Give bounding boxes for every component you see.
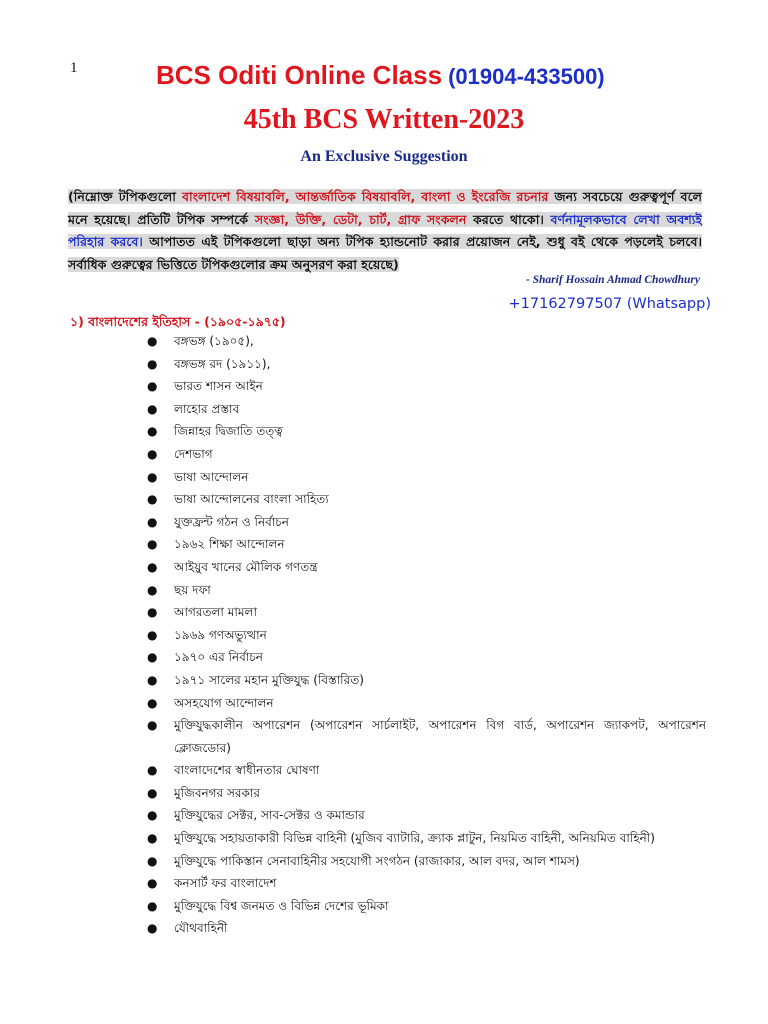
bullet-icon: ● bbox=[147, 785, 158, 800]
list-item bbox=[147, 556, 706, 579]
intro-text-4: আপাতত এই টপিকগুলো ছাড়া অন্য টপিক হ্যান্ডনোট করার প্রয়োজন নেই, শুধু বই থেকে পড়লেই চলবে। সর্বাধিক গুরুত্বের ভিত্তিতে টপিকগুলোর ক্রম অনুসরণ করা হয়েছে) bbox=[68, 234, 702, 272]
bullet-icon: ● bbox=[147, 921, 158, 936]
bullet-icon: ● bbox=[147, 831, 158, 846]
list-item-text: ১৯৭০ এর নির্বাচন bbox=[174, 650, 263, 665]
list-item bbox=[147, 601, 706, 624]
list-item bbox=[147, 759, 706, 782]
list-item-text: ছয় দফা bbox=[174, 582, 211, 597]
bullet-icon: ● bbox=[147, 582, 158, 597]
header-title-line bbox=[80, 60, 768, 91]
page-number: 1 bbox=[70, 60, 78, 76]
list-item bbox=[147, 511, 706, 534]
intro-red-methods: সংজ্ঞা, উক্তি, ডেটা, চার্ট, গ্রাফ সংকলন bbox=[254, 211, 467, 227]
intro-highlight bbox=[68, 189, 702, 272]
list-item bbox=[147, 330, 706, 353]
intro-blue-warning: বর্ণনামূলকভাবে লেখা অবশ্যই পরিহার করবে। bbox=[68, 211, 702, 249]
bullet-icon: ● bbox=[147, 808, 158, 823]
bullet-icon: ● bbox=[147, 876, 158, 891]
bullet-icon: ● bbox=[147, 695, 158, 710]
list-item bbox=[147, 420, 706, 443]
list-item bbox=[147, 579, 706, 602]
list-item bbox=[147, 353, 706, 376]
list-item-text: লাহোর প্রস্তাব bbox=[174, 401, 240, 416]
bullet-icon: ● bbox=[147, 379, 158, 394]
topic-list bbox=[147, 330, 706, 940]
list-item bbox=[147, 850, 706, 873]
bullet-icon: ● bbox=[147, 446, 158, 461]
list-item bbox=[147, 375, 706, 398]
list-item-text: মুক্তিযুদ্ধে সহায়তাকারী বিভিন্ন বাহিনী (মুজিব ব্যাটারি, ক্র্যাক প্লাটুন, নিয়মিত বাহিনী, অনিয়মিত বাহিনী) bbox=[174, 831, 655, 846]
bullet-icon: ● bbox=[147, 356, 158, 371]
bullet-icon: ● bbox=[147, 514, 158, 529]
list-item-text: আইয়ুব খানের মৌলিক গণতন্ত্র bbox=[174, 559, 318, 574]
list-item-text: বঙ্গভঙ্গ (১৯০৫), bbox=[174, 334, 254, 348]
list-item bbox=[147, 466, 706, 489]
bullet-icon: ● bbox=[147, 627, 158, 642]
list-item-text: ভাষা আন্দোলনের বাংলা সাহিত্য bbox=[174, 492, 329, 507]
list-item-text: যৌথবাহিনী bbox=[174, 921, 228, 936]
intro-text-2: জন্য সবচেয়ে গুরুত্বপূর্ণ বলে মনে হয়েছে। প্রতিটি টপিক সম্পর্কে bbox=[68, 189, 703, 227]
list-item-text: ১৯৬৯ গণঅভ্যুত্থান bbox=[174, 627, 267, 642]
list-item bbox=[147, 692, 706, 715]
list-item bbox=[147, 533, 706, 556]
list-item-text: জিন্নাহর দ্বিজাতি তত্ত্ব bbox=[174, 424, 283, 439]
list-item-text: দেশভাগ bbox=[174, 446, 213, 461]
list-item bbox=[147, 624, 706, 647]
bullet-icon: ● bbox=[147, 559, 158, 574]
list-item bbox=[147, 398, 706, 421]
list-item-text: মুক্তিযুদ্ধে পাকিস্তান সেনাবাহিনীর সহযোগী সংগঠন (রাজাকার, আল বদর, আল শামস) bbox=[174, 853, 580, 868]
list-item-text: ভাষা আন্দোলন bbox=[174, 469, 249, 484]
bullet-icon: ● bbox=[147, 492, 158, 507]
whatsapp-contact: +17162797507 (Whatsapp) bbox=[508, 296, 711, 312]
list-item bbox=[147, 646, 706, 669]
intro-text-1: (নিম্নোক্ত টপিকগুলো bbox=[68, 189, 182, 204]
exam-title: 45th BCS Written-2023 bbox=[243, 104, 525, 135]
org-name: BCS Oditi Online Class bbox=[156, 60, 443, 90]
list-item-text: যুক্তফ্রন্ট গঠন ও নির্বাচন bbox=[174, 514, 289, 529]
list-item bbox=[147, 827, 706, 850]
list-item bbox=[147, 669, 706, 692]
bullet-icon: ● bbox=[147, 650, 158, 665]
list-item bbox=[147, 443, 706, 466]
list-item-text: অসহযোগ আন্দোলন bbox=[174, 695, 274, 710]
intro-paragraph bbox=[68, 186, 702, 276]
bullet-icon: ● bbox=[147, 424, 158, 439]
intro-red-subjects: বাংলাদেশ বিষয়াবলি, আন্তর্জাতিক বিষয়াবলি, বাংলা ও ইংরেজি রচনার bbox=[181, 189, 549, 204]
bullet-icon: ● bbox=[147, 401, 158, 416]
intro-text-3: করতে থাকো। bbox=[466, 211, 551, 227]
list-item-text: মুক্তিযুদ্ধকালীন অপারেশন (অপারেশন সার্চলাইট, অপারেশন বিগ বার্ড, অপারেশন জ্যাকপট, অপারেশন ক্লোজডোর) bbox=[174, 718, 706, 755]
list-item-text: আগরতলা মামলা bbox=[174, 605, 257, 620]
bullet-icon: ● bbox=[147, 672, 158, 687]
bullet-icon: ● bbox=[147, 718, 158, 733]
list-item-text: ভারত শাসন আইন bbox=[174, 379, 263, 394]
bullet-icon: ● bbox=[147, 469, 158, 484]
list-item-text: বাংলাদেশের স্বাধীনতার ঘোষণা bbox=[174, 763, 320, 778]
list-item-text: মুজিবনগর সরকার bbox=[174, 785, 260, 800]
list-item bbox=[147, 895, 706, 918]
list-item-text: মুক্তিযুদ্ধে বিশ্ব জনমত ও বিভিন্ন দেশের ভূমিকা bbox=[174, 898, 389, 913]
list-item-text: মুক্তিযুদ্ধের সেক্টর, সাব-সেক্টর ও কমান্ডার bbox=[174, 808, 365, 823]
list-item bbox=[147, 872, 706, 895]
list-item-text: কনসার্ট ফর বাংলাদেশ bbox=[174, 876, 277, 891]
author-signature: - Sharif Hossain Ahmad Chowdhury bbox=[525, 274, 700, 286]
list-item-text: বঙ্গভঙ্গ রদ (১৯১১), bbox=[174, 356, 271, 371]
bullet-icon: ● bbox=[147, 853, 158, 868]
org-phone: (01904-433500) bbox=[448, 64, 605, 89]
section-title: ১) বাংলাদেশের ইতিহাস - (১৯০৫-১৯৭৫) bbox=[70, 314, 286, 329]
list-item-text: ১৯৭১ সালের মহান মুক্তিযুদ্ধ (বিস্তারিত) bbox=[174, 672, 364, 687]
bullet-icon: ● bbox=[147, 334, 158, 348]
bullet-icon: ● bbox=[147, 763, 158, 778]
bullet-icon: ● bbox=[147, 898, 158, 913]
list-item bbox=[147, 804, 706, 827]
list-item bbox=[147, 782, 706, 805]
list-item bbox=[147, 917, 706, 940]
list-item bbox=[147, 488, 706, 511]
bullet-icon: ● bbox=[147, 605, 158, 620]
bullet-icon: ● bbox=[147, 537, 158, 552]
list-item bbox=[147, 714, 706, 759]
list-item-text: ১৯৬২ শিক্ষা আন্দোলন bbox=[174, 537, 285, 552]
subtitle: An Exclusive Suggestion bbox=[300, 148, 468, 165]
